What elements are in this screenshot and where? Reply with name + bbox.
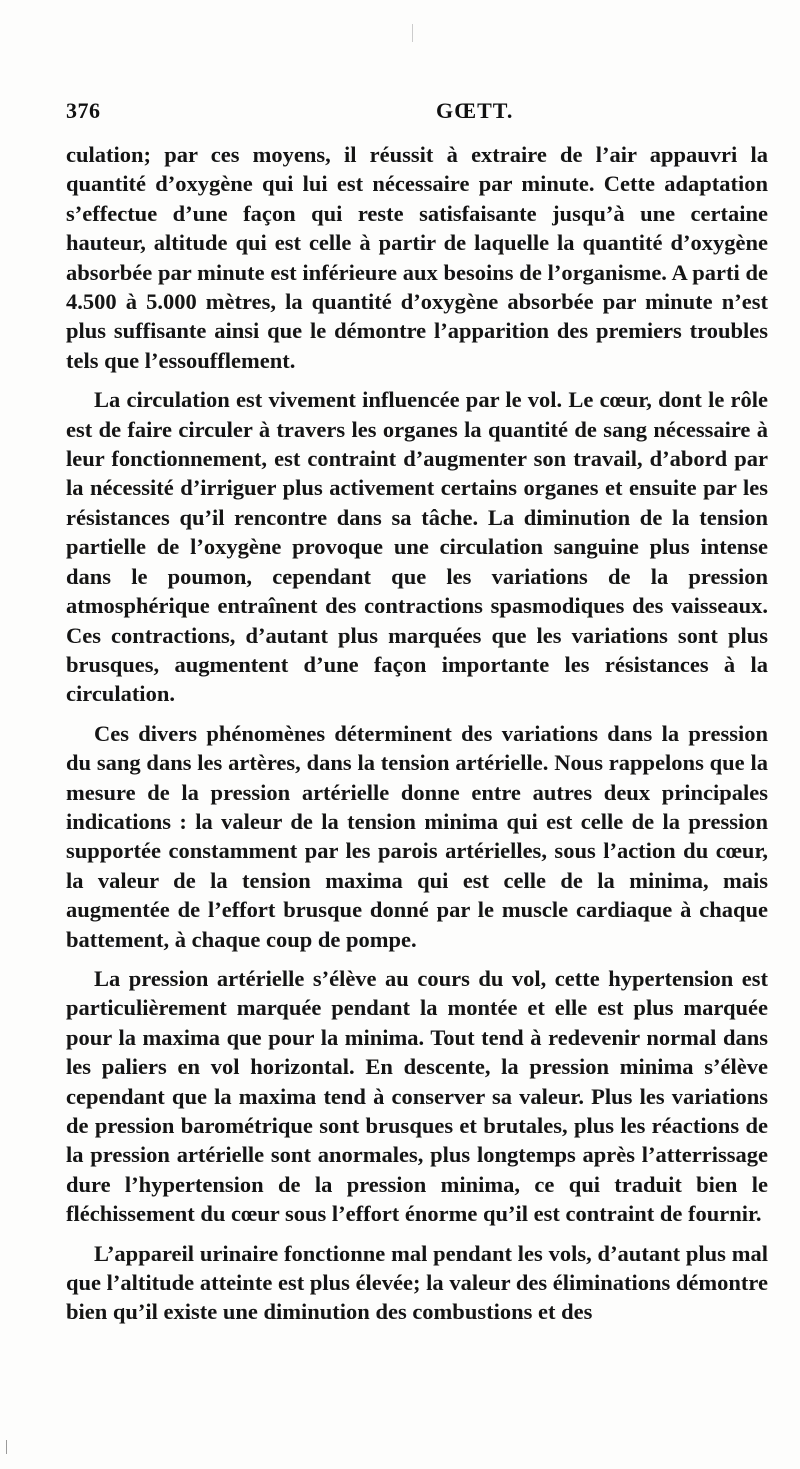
- scan-artifact: [6, 1440, 7, 1454]
- paragraph-circulation: La circulation est vivement influencée par le vol. Le cœur, dont le rôle est de faire circuler à travers les organes la quantité de sang nécessaire à leur fonctionnement, est contraint d’augmenter son travail, d’abord par la nécessité d’irriguer plus activement certains organes et ensuite par les résistances qu’il rencontre dans sa tâche. La diminution de la tension partielle de l’oxygène provoque une circulation sanguine plus intense dans le poumon, cependant que les variations de la pression atmosphérique entraînent des contractions spasmodiques des vaisseaux. Ces contractions, d’autant plus marquées que les variations sont plus brusques, augmentent d’une façon importante les résistances à la circulation.: [66, 387, 768, 707]
- page-header: [66, 98, 766, 132]
- paragraph-urinary-system: L’appareil urinaire fonctionne mal pendant les vols, d’autant plus mal que l’altitude atteinte est plus élevée; la valeur des éliminations démontre bien qu’il existe une diminution des combustions et des: [66, 1240, 768, 1325]
- paragraph-hypertension: La pression artérielle s’élève au cours du vol, cette hypertension est particulièrement marquée pendant la montée et elle est plus marquée pour la maxima que pour la minima. Tout tend à redevenir normal dans les paliers en vol horizontal. En descente, la pression minima s’élève cependant que la maxima tend à conserver sa valeur. Plus les variations de pression barométrique sont brusques et brutales, plus les réactions de la pression artérielle sont anormales, plus longtemps après l’atterrissage dure l’hypertension de la pression minima, ce qui traduit bien le fléchissement du cœur sous l’effort énorme qu’il est contraint de fournir.: [66, 965, 768, 1227]
- page-number: 376: [66, 98, 101, 123]
- running-head: GŒTT.: [436, 98, 514, 123]
- body-text: [66, 140, 768, 1337]
- paragraph-blood-pressure: Ces divers phénomènes déterminent des variations dans la pression du sang dans les artères, dans la tension artérielle. Nous rappelons que la mesure de la pression artérielle donne entre autres deux principales indications : la valeur de la tension minima qui est celle de la pression supportée constamment par les parois artérielles, sous l’action du cœur, la valeur de la tension maxima qui est celle de la minima, mais augmentée de l’effort brusque donné par le muscle cardiaque à chaque battement, à chaque coup de pompe.: [66, 720, 768, 952]
- paragraph-circulation-continued: culation; par ces moyens, il réussit à extraire de l’air appauvri la quantité d’oxygène qui lui est nécessaire par minute. Cette adaptation s’effectue d’une façon qui reste satisfaisante jusqu’à une certaine hauteur, altitude qui est celle à partir de laquelle la quantité d’oxygène absorbée par minute est inférieure aux besoins de l’organisme. A parti de 4.500 à 5.000 mètres, la quantité d’oxygène absorbée par minute n’est plus suffisante ainsi que le démontre l’apparition des premiers troubles tels que l’essoufflement.: [66, 142, 768, 373]
- scan-artifact: [412, 24, 413, 42]
